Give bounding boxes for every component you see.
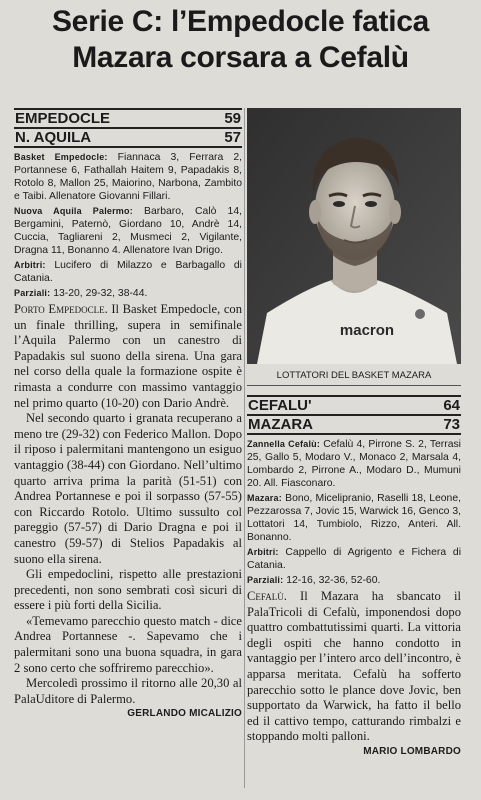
team-score: 73 <box>443 416 460 433</box>
score-row <box>247 397 461 416</box>
detail-text: Fiannaca 3, Ferrara 2, Portannese 6, Fathallah Haitem 9, Papadakis 8, Rotolo 8, Mallon 25, Maiorino, Narbona, Zambito e Taibi. Allenatore Giovanni Fillari. <box>14 152 242 202</box>
left-scoreboard <box>14 108 242 148</box>
article-paragraph <box>14 411 242 567</box>
right-scoreboard <box>247 395 461 435</box>
paragraph-text: Il Mazara ha sbancato il PalaTricoli di Cefalù, imponendosi dopo quattro combattutissimi quarti. La vittoria degli ospiti che hanno condotto in vantaggio per l’intero arco dell’incontro, è apparsa meritata. Cefalù ha sofferto parecchio sotto le plance dove Jovic, ben supportato da Warwick, ha fatto il bello ed il cattivo tempo, catturando rimbalzi e stoppando molti palloni. <box>247 589 462 744</box>
team-name: N. AQUILA <box>15 129 92 146</box>
dateline: Porto Empedocle. <box>14 302 108 316</box>
photo-caption: LOTTATORI DEL BASKET MAZARA <box>247 364 461 386</box>
article-paragraph <box>14 567 242 614</box>
detail-text: Cappello di Agrigento e Fichera di Catania. <box>247 547 461 571</box>
team-score: 64 <box>443 397 460 414</box>
author-byline: MARIO LOMBARDO <box>363 745 461 757</box>
paragraph-text: Nel secondo quarto i granata recuperano a meno tre (29-32) con Federico Mallon. Dopo il riposo i palermitani mantengono un esiguo vantaggio (38-44) con Giordano. Nell’ultimo quarto arriva prima la parità (51-51) con Andrea Portannese e poi il sorpasso (57-55) con Riccardo Rotolo. Ultimo sussulto col pareggio (57-57) di Dario Dragna e poi il canestro (59-57) di Stelios Papadakis al suono ella sirena. <box>14 411 242 566</box>
headline-line-2: Mazara corsara a Cefalù <box>72 41 409 74</box>
lineup-away <box>247 492 461 544</box>
article-paragraph <box>14 302 242 411</box>
detail-text: 12-16, 32-36, 52-60. <box>283 575 381 586</box>
player-photo <box>247 108 461 364</box>
article-paragraph <box>14 676 242 707</box>
paragraph-text: «Temevamo parecchio questo match - dice Andrea Portannese -. Sapevamo che i palermitani sono una buona squadra, in gara 2 sono certo che soffriremo parecchio». <box>14 613 242 675</box>
author-byline: GERLANDO MICALIZIO <box>127 708 242 720</box>
team-name: CEFALU' <box>248 397 312 414</box>
headline <box>0 4 481 76</box>
headline-line-1: Serie C: l’Empedocle fatica <box>51 5 430 38</box>
lineup-home <box>247 438 461 490</box>
article-paragraph <box>14 614 242 676</box>
team-score: 59 <box>224 110 241 127</box>
right-column <box>247 108 461 757</box>
team-score: 57 <box>224 129 241 146</box>
team-name: MAZARA <box>248 416 313 433</box>
detail-text: 13-20, 29-32, 38-44. <box>50 288 148 299</box>
detail-label: Nuova Aquila Palermo: <box>14 206 133 216</box>
lineup-away <box>14 205 242 257</box>
player-photo-image <box>247 108 461 364</box>
partials <box>247 574 461 587</box>
article-paragraph <box>247 589 461 745</box>
partials <box>14 287 242 300</box>
paragraph-text: Gli empedoclini, rispetto alle prestazioni precedenti, non sono sembrati così sicuri di essere i più forti della Sicilia. <box>14 567 242 613</box>
detail-text: Bono, Micelipranio, Raselli 18, Leone, Pezzarossa 7, Jovic 15, Warwick 16, Genco 3, Lottatori 14, Tumbiolo, Rizzo, Anteri. All. Bonanno. <box>247 493 461 543</box>
detail-text: Lucifero di Milazzo e Barbagallo di Catania. <box>14 260 242 284</box>
score-row <box>14 129 242 148</box>
dateline: Cefalù. <box>247 589 287 603</box>
detail-label: Zannella Cefalù: <box>247 439 321 449</box>
paragraph-text: Mercoledì prossimo il ritorno alle 20,30 al PalaUditore di Palermo. <box>14 676 242 706</box>
left-article <box>14 108 242 719</box>
score-row <box>247 416 461 435</box>
detail-label: Arbitri: <box>247 547 279 557</box>
detail-label: Parziali: <box>247 575 284 585</box>
column-divider <box>244 108 245 788</box>
detail-label: Basket Empedocle: <box>14 152 108 162</box>
score-row <box>14 110 242 129</box>
team-name: EMPEDOCLE <box>15 110 111 127</box>
paragraph-text: Il Basket Empedocle, con un finale thrilling, supera in semifinale l’Aquila Palermo con un canestro di Papadakis sul suono della sirena. Una gara nel corso della quale la formazione ospite è rimasta a condurre con massimo vantaggio nel primo quarto (10-20) con Dario Andrè. <box>14 302 243 410</box>
lineup-home <box>14 151 242 203</box>
detail-label: Parziali: <box>14 288 51 298</box>
detail-label: Arbitri: <box>14 260 46 270</box>
referees <box>247 546 461 572</box>
detail-label: Mazara: <box>247 493 282 503</box>
detail-text: Barbaro, Calò 14, Bergamini, Paternò, Giordano 10, Andrè 14, Cuccia, Tagliareni 2, Musmeci 2, Vigilante, Dragna 11, Bonanno 4. Allenatore Ivan Drigo. <box>14 206 243 256</box>
detail-text: Cefalù 4, Pirrone S. 2, Terrasi 25, Gallo 5, Modaro V., Monaco 2, Marsala 4, Lombardo 2, Pirrone A., Modaro D., Mumuni 20. All. Fiasconaro. <box>247 439 461 489</box>
jersey-brand-text: macron <box>339 322 395 339</box>
referees <box>14 259 242 285</box>
